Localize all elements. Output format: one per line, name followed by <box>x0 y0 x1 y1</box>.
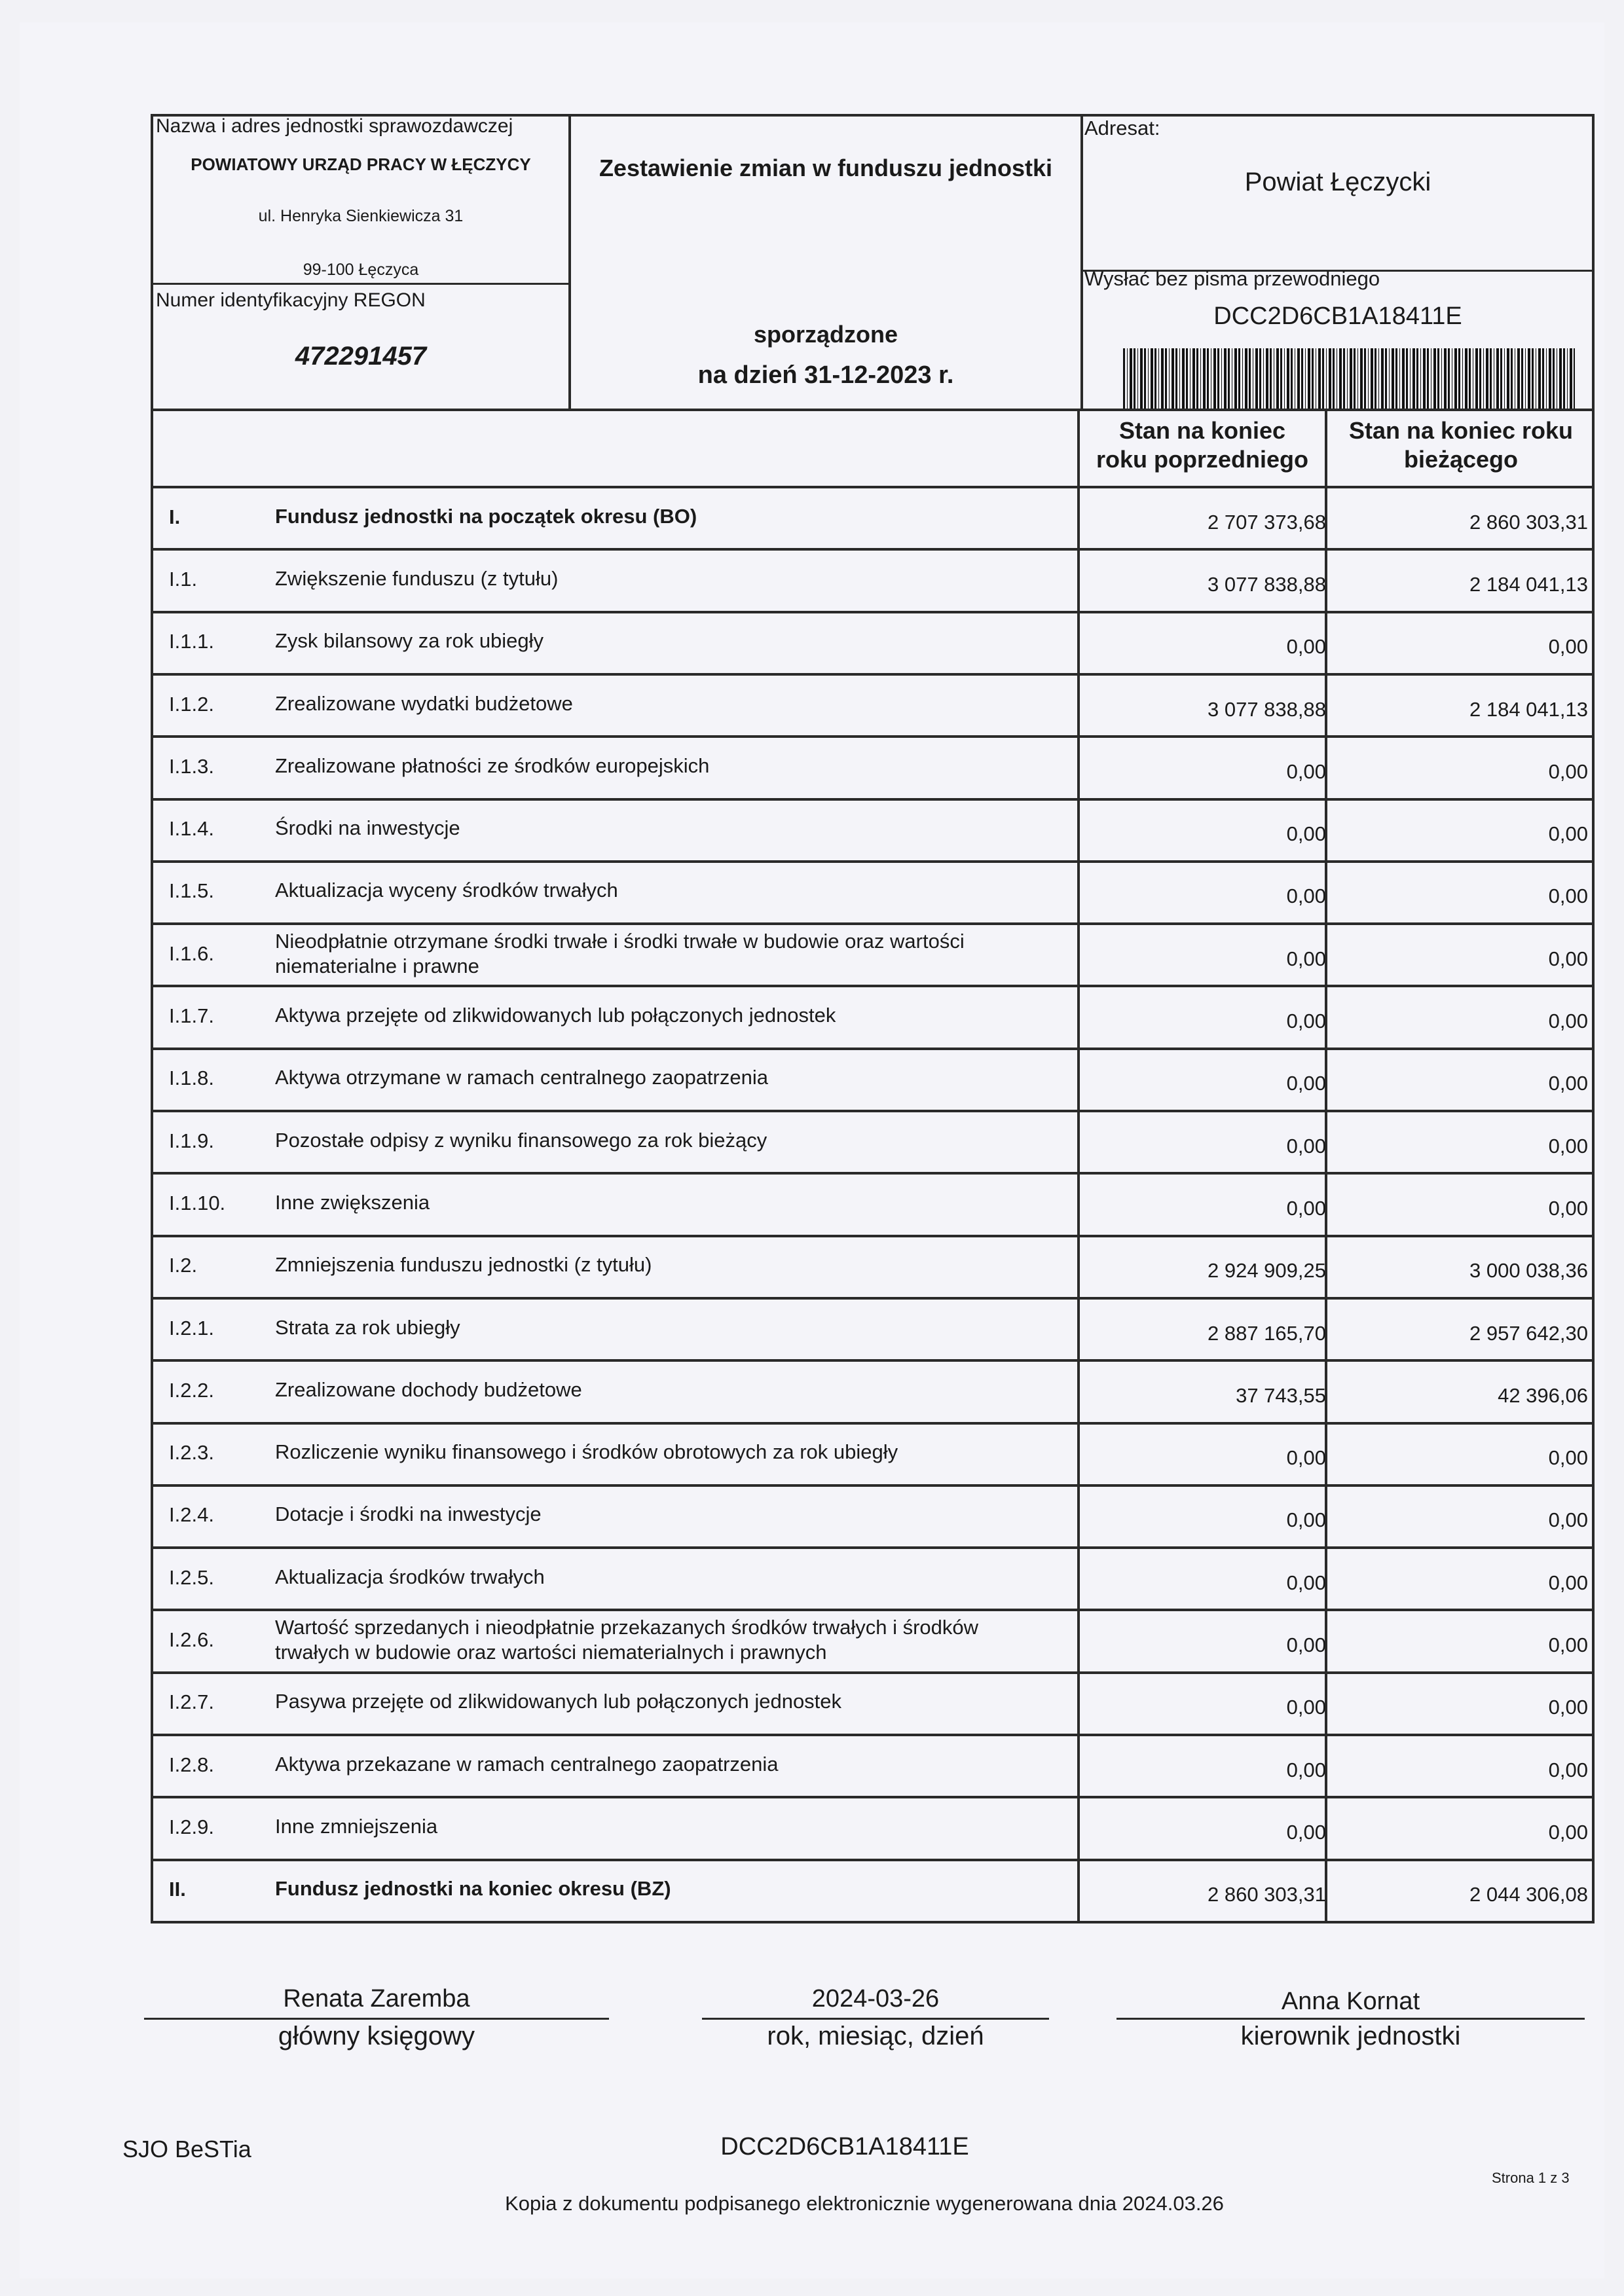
row-value-prev: 0,00 <box>1286 1821 1326 1844</box>
row-value-curr: 2 184 041,13 <box>1469 698 1588 721</box>
row-code: I.2.3. <box>169 1441 214 1464</box>
row-separator <box>151 735 1595 738</box>
row-value-curr: 2 957 642,30 <box>1469 1322 1588 1345</box>
row-code: I.1.2. <box>169 693 214 716</box>
addressee-name: Powiat Łęczycki <box>1244 168 1431 196</box>
row-code: I.2. <box>169 1254 198 1277</box>
row-separator <box>151 548 1595 551</box>
table-header-separator <box>151 486 1595 488</box>
row-code: I.1.3. <box>169 755 214 778</box>
table-divider-prev <box>1077 409 1080 1923</box>
row-value-curr: 0,00 <box>1548 635 1588 658</box>
row-code: I.2.9. <box>169 1815 214 1838</box>
row-label <box>275 1814 437 1839</box>
row-value-curr: 0,00 <box>1548 1508 1588 1531</box>
row-value-prev: 2 707 373,68 <box>1207 511 1326 534</box>
row-label <box>275 1190 430 1215</box>
row-separator <box>151 1359 1595 1362</box>
row-label <box>275 566 558 591</box>
accountant-role: główny księgowy <box>278 2022 475 2050</box>
footer-note: Kopia z dokumentu podpisanego elektronicznie wygenerowana dnia 2024.03.26 <box>505 2192 1224 2215</box>
row-value-curr: 0,00 <box>1548 1696 1588 1719</box>
row-separator <box>151 1422 1595 1425</box>
row-label-line: Zmniejszenia funduszu jednostki (z tytułu) <box>275 1253 652 1276</box>
row-separator <box>151 1297 1595 1300</box>
row-code: I.2.4. <box>169 1503 214 1526</box>
row-code: I.2.8. <box>169 1753 214 1776</box>
row-label <box>275 1876 671 1901</box>
row-value-prev: 3 077 838,88 <box>1207 573 1326 596</box>
row-label-line: Rozliczenie wyniku finansowego i środków obrotowych za rok ubiegły <box>275 1440 898 1463</box>
row-code: I.1.7. <box>169 1004 214 1027</box>
row-code: I.1.8. <box>169 1066 214 1089</box>
unit-city: 99-100 Łęczyca <box>303 261 419 279</box>
row-value-prev: 0,00 <box>1286 1571 1326 1594</box>
row-value-curr: 0,00 <box>1548 760 1588 783</box>
regon-label: Numer identyfikacyjny REGON <box>156 289 426 311</box>
page-number: Strona 1 z 3 <box>1492 2170 1570 2186</box>
row-label <box>275 929 965 979</box>
row-label-line: Zysk bilansowy za rok ubiegły <box>275 629 544 652</box>
row-value-curr: 0,00 <box>1548 1571 1588 1594</box>
send-note: Wysłać bez pisma przewodniego <box>1084 267 1380 290</box>
row-value-prev: 0,00 <box>1286 1508 1326 1531</box>
date-line <box>702 2018 1049 2020</box>
report-prepared: sporządzone <box>753 321 898 348</box>
row-code: I.1.6. <box>169 942 214 965</box>
row-value-prev: 0,00 <box>1286 760 1326 783</box>
row-label <box>275 629 544 653</box>
row-label-line: Inne zmniejszenia <box>275 1815 438 1838</box>
row-label <box>275 504 697 529</box>
head-signature-line <box>1116 2018 1585 2020</box>
report-date: na dzień 31-12-2023 r. <box>697 361 954 389</box>
accountant-signature-line <box>144 2018 609 2020</box>
row-label-line: Zrealizowane wydatki budżetowe <box>275 692 573 715</box>
row-value-prev: 0,00 <box>1286 1197 1326 1220</box>
row-label-line: Fundusz jednostki na początek okresu (BO) <box>275 505 697 528</box>
row-value-curr: 0,00 <box>1548 1072 1588 1095</box>
row-value-prev: 0,00 <box>1286 1446 1326 1469</box>
column-header-prev: Stan na koniec roku poprzedniego <box>1096 417 1308 473</box>
row-separator <box>151 611 1595 613</box>
row-value-curr: 0,00 <box>1548 947 1588 970</box>
row-code: I.2.2. <box>169 1379 214 1402</box>
row-value-prev: 2 887 165,70 <box>1207 1322 1326 1345</box>
row-separator <box>151 1734 1595 1736</box>
row-code: II. <box>169 1878 186 1901</box>
row-label <box>275 1003 836 1028</box>
row-separator <box>151 985 1595 987</box>
row-label-line: Inne zwiększenia <box>275 1191 430 1214</box>
row-value-curr: 3 000 038,36 <box>1469 1259 1588 1282</box>
footer-system: SJO BeSTia <box>122 2136 251 2162</box>
row-label-line: Strata za rok ubiegły <box>275 1316 460 1339</box>
row-label-line: Środki na inwestycje <box>275 816 460 839</box>
row-separator <box>151 1110 1595 1112</box>
unit-label: Nazwa i adres jednostki sprawozdawczej <box>156 115 513 137</box>
row-label <box>275 1377 582 1402</box>
row-value-curr: 0,00 <box>1548 1135 1588 1157</box>
row-separator <box>151 1546 1595 1549</box>
row-separator <box>151 1859 1595 1861</box>
row-label-line: Fundusz jednostki na koniec okresu (BZ) <box>275 1877 671 1900</box>
row-separator <box>151 1235 1595 1237</box>
row-code: I.2.7. <box>169 1690 214 1713</box>
row-value-prev: 0,00 <box>1286 1072 1326 1095</box>
row-value-curr: 0,00 <box>1548 1197 1588 1220</box>
row-label-line: Nieodpłatnie otrzymane środki trwałe i środki trwałe w budowie oraz wartości <box>275 930 965 953</box>
row-code: I.2.5. <box>169 1566 214 1589</box>
row-separator <box>151 1172 1595 1175</box>
row-value-curr: 0,00 <box>1548 1821 1588 1844</box>
row-label <box>275 1752 779 1777</box>
row-code: I. <box>169 505 181 528</box>
row-separator <box>151 1796 1595 1798</box>
row-code: I.2.1. <box>169 1317 214 1339</box>
row-value-prev: 0,00 <box>1286 884 1326 907</box>
footer-code: DCC2D6CB1A18411E <box>720 2133 969 2160</box>
barcode <box>1123 348 1575 409</box>
unit-street: ul. Henryka Sienkiewicza 31 <box>258 207 464 225</box>
row-code: I.1.10. <box>169 1192 226 1214</box>
addressee-label: Adresat: <box>1084 117 1160 139</box>
row-value-prev: 2 860 303,31 <box>1207 1883 1326 1906</box>
row-label <box>275 1315 460 1340</box>
row-label <box>275 878 618 903</box>
row-label <box>275 1565 545 1590</box>
row-value-curr: 0,00 <box>1548 884 1588 907</box>
row-value-curr: 42 396,06 <box>1498 1384 1588 1407</box>
row-value-curr: 0,00 <box>1548 1758 1588 1781</box>
report-title: Zestawienie zmian w funduszu jednostki <box>599 155 1053 181</box>
row-value-prev: 2 924 909,25 <box>1207 1259 1326 1282</box>
row-separator <box>151 673 1595 676</box>
row-label <box>275 754 709 778</box>
row-value-prev: 37 743,55 <box>1236 1384 1326 1407</box>
row-label-line: Aktywa przejęte od zlikwidowanych lub połączonych jednostek <box>275 1004 836 1027</box>
unit-name: POWIATOWY URZĄD PRACY W ŁĘCZYCY <box>191 155 531 174</box>
row-label-line: Aktywa otrzymane w ramach centralnego zaopatrzenia <box>275 1066 768 1089</box>
accountant-name: Renata Zaremba <box>283 1985 470 2013</box>
head-role: kierownik jednostki <box>1240 2022 1461 2050</box>
row-value-prev: 0,00 <box>1286 635 1326 658</box>
row-separator <box>151 1048 1595 1050</box>
row-separator <box>151 1484 1595 1487</box>
row-value-prev: 3 077 838,88 <box>1207 698 1326 721</box>
row-label <box>275 1128 767 1153</box>
regon-number: 472291457 <box>295 342 427 371</box>
row-label-line: Pasywa przejęte od zlikwidowanych lub połączonych jednostek <box>275 1690 842 1713</box>
row-value-curr: 0,00 <box>1548 822 1588 845</box>
row-value-prev: 0,00 <box>1286 822 1326 845</box>
row-value-prev: 0,00 <box>1286 1010 1326 1032</box>
row-value-prev: 0,00 <box>1286 1696 1326 1719</box>
head-name: Anna Kornat <box>1281 1988 1420 2015</box>
row-label-line: Aktywa przekazane w ramach centralnego zaopatrzenia <box>275 1753 779 1776</box>
row-label-line: niematerialne i prawne <box>275 955 479 977</box>
row-separator <box>151 922 1595 925</box>
row-label-line: Zwiększenie funduszu (z tytułu) <box>275 567 559 590</box>
row-code: I.1.5. <box>169 879 214 902</box>
row-label <box>275 1502 542 1527</box>
row-code: I.2.6. <box>169 1628 214 1651</box>
row-value-prev: 0,00 <box>1286 947 1326 970</box>
row-value-prev: 0,00 <box>1286 1758 1326 1781</box>
row-label <box>275 691 573 716</box>
row-value-curr: 2 860 303,31 <box>1469 511 1588 534</box>
row-label-line: Aktualizacja wyceny środków trwałych <box>275 879 618 902</box>
row-value-prev: 0,00 <box>1286 1633 1326 1656</box>
row-label <box>275 1065 768 1090</box>
row-label <box>275 1689 841 1714</box>
row-separator <box>151 860 1595 863</box>
row-value-curr: 2 184 041,13 <box>1469 573 1588 596</box>
row-label-line: Wartość sprzedanych i nieodpłatnie przekazanych środków trwałych i środków <box>275 1616 978 1639</box>
row-label <box>275 1440 898 1465</box>
row-label-line: trwałych w budowie oraz wartości niematerialnych i prawnych <box>275 1641 827 1664</box>
date-label: rok, miesiąc, dzień <box>767 2022 984 2050</box>
row-value-curr: 0,00 <box>1548 1446 1588 1469</box>
row-label-line: Pozostałe odpisy z wyniku finansowego za rok bieżący <box>275 1129 767 1152</box>
document-code: DCC2D6CB1A18411E <box>1213 302 1462 330</box>
row-label-line: Zrealizowane płatności ze środków europejskich <box>275 754 710 777</box>
row-value-curr: 0,00 <box>1548 1633 1588 1656</box>
row-label <box>275 816 460 841</box>
row-separator <box>151 1609 1595 1611</box>
row-code: I.1.1. <box>169 630 214 653</box>
row-value-curr: 0,00 <box>1548 1010 1588 1032</box>
row-code: I.1.9. <box>169 1129 214 1152</box>
column-header-curr: Stan na koniec roku bieżącego <box>1348 417 1574 473</box>
row-separator <box>151 1671 1595 1674</box>
header-divider-2 <box>1080 114 1083 411</box>
signature-date: 2024-03-26 <box>811 1985 940 2013</box>
header-regon-separator <box>151 283 570 285</box>
row-value-curr: 2 044 306,08 <box>1469 1883 1588 1906</box>
row-separator <box>151 798 1595 801</box>
row-label-line: Aktualizacja środków trwałych <box>275 1565 545 1588</box>
row-label <box>275 1252 652 1277</box>
row-label-line: Zrealizowane dochody budżetowe <box>275 1378 582 1401</box>
row-code: I.1.4. <box>169 817 214 840</box>
row-code: I.1. <box>169 568 198 591</box>
row-label-line: Dotacje i środki na inwestycje <box>275 1503 542 1525</box>
row-value-prev: 0,00 <box>1286 1135 1326 1157</box>
row-label <box>275 1615 978 1665</box>
